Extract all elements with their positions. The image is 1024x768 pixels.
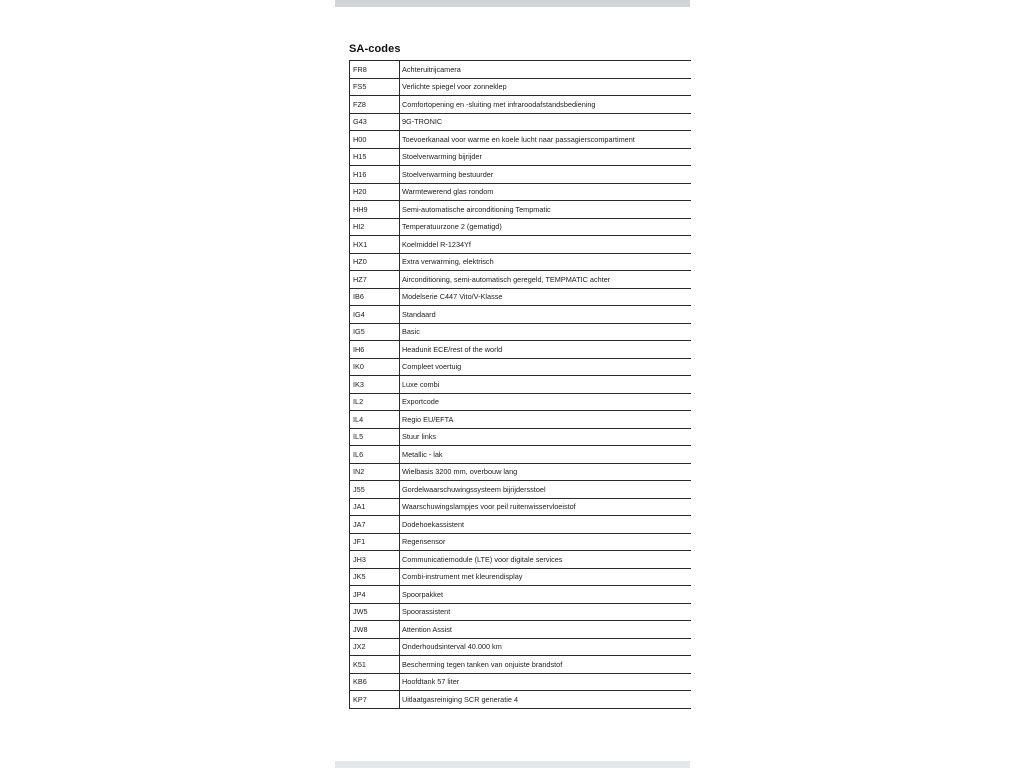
table-row [350, 411, 691, 429]
sa-description-cell: Temperatuurzone 2 (gematigd) [400, 218, 691, 236]
sa-code-cell: IH6 [350, 341, 400, 359]
table-row [350, 113, 691, 131]
sa-code-cell: IK0 [350, 358, 400, 376]
sa-code-cell: HI2 [350, 218, 400, 236]
table-row [350, 691, 691, 709]
sa-description-cell: Spoorassistent [400, 603, 691, 621]
sa-code-cell: IL4 [350, 411, 400, 429]
sa-code-cell: KP7 [350, 691, 400, 709]
page-title: SA-codes [349, 43, 401, 55]
table-row [350, 253, 691, 271]
table-row [350, 271, 691, 289]
table-row [350, 61, 691, 79]
table-row [350, 148, 691, 166]
table-row [350, 586, 691, 604]
sa-codes-table [349, 60, 691, 709]
sa-description-cell: Regio EU/EFTA [400, 411, 691, 429]
sa-code-cell: H16 [350, 166, 400, 184]
table-row [350, 533, 691, 551]
table-row [350, 446, 691, 464]
sa-code-cell: IG5 [350, 323, 400, 341]
table-row [350, 358, 691, 376]
sa-description-cell: 9G-TRONIC [400, 113, 691, 131]
sa-code-cell: FR8 [350, 61, 400, 79]
table-row [350, 218, 691, 236]
table-row [350, 603, 691, 621]
document-page [335, 0, 690, 768]
sa-code-cell: HX1 [350, 236, 400, 254]
table-row [350, 201, 691, 219]
table-row [350, 376, 691, 394]
table-row [350, 306, 691, 324]
sa-code-cell: IL2 [350, 393, 400, 411]
sa-description-cell: Spoorpakket [400, 586, 691, 604]
sa-code-cell: H20 [350, 183, 400, 201]
sa-code-cell: JW8 [350, 621, 400, 639]
sa-code-cell: FZ8 [350, 96, 400, 114]
table-row [350, 638, 691, 656]
sa-code-cell: K51 [350, 656, 400, 674]
sa-description-cell: Warmtewerend glas rondom [400, 183, 691, 201]
sa-description-cell: Airconditioning, semi-automatisch geregeld, TEMPMATIC achter [400, 271, 691, 289]
sa-code-cell: H15 [350, 148, 400, 166]
sa-description-cell: Attention Assist [400, 621, 691, 639]
sa-description-cell: Regensensor [400, 533, 691, 551]
table-row [350, 288, 691, 306]
sa-code-cell: H00 [350, 131, 400, 149]
sa-description-cell: Uitlaatgasreiniging SCR generatie 4 [400, 691, 691, 709]
table-row [350, 498, 691, 516]
sa-description-cell: Extra verwarming, elektrisch [400, 253, 691, 271]
sa-code-cell: IL5 [350, 428, 400, 446]
sa-code-cell: IK3 [350, 376, 400, 394]
sa-description-cell: Stuur links [400, 428, 691, 446]
table-row [350, 568, 691, 586]
sa-code-cell: J55 [350, 481, 400, 499]
table-row [350, 236, 691, 254]
sa-description-cell: Verlichte spiegel voor zonneklep [400, 78, 691, 96]
sa-description-cell: Gordelwaarschuwingssysteem bijrijdersstoel [400, 481, 691, 499]
sa-description-cell: Comfortopening en -sluiting met infraroodafstandsbediening [400, 96, 691, 114]
sa-code-cell: G43 [350, 113, 400, 131]
sa-description-cell: Stoelverwarming bijrijder [400, 148, 691, 166]
sa-code-cell: HH9 [350, 201, 400, 219]
sa-description-cell: Metallic - lak [400, 446, 691, 464]
sa-description-cell: Basic [400, 323, 691, 341]
sa-description-cell: Koelmiddel R-1234Yf [400, 236, 691, 254]
table-row [350, 183, 691, 201]
sa-description-cell: Dodehoekassistent [400, 516, 691, 534]
table-row [350, 428, 691, 446]
table-row [350, 463, 691, 481]
sa-code-cell: JP4 [350, 586, 400, 604]
table-row [350, 96, 691, 114]
sa-code-cell: JW5 [350, 603, 400, 621]
sa-code-cell: JX2 [350, 638, 400, 656]
table-row [350, 516, 691, 534]
sa-code-cell: HZ0 [350, 253, 400, 271]
sa-code-cell: FS5 [350, 78, 400, 96]
table-row [350, 673, 691, 691]
sa-code-cell: HZ7 [350, 271, 400, 289]
table-row [350, 131, 691, 149]
sa-description-cell: Waarschuwingslampjes voor peil ruitenwisservloeistof [400, 498, 691, 516]
bottom-page-edge [335, 761, 690, 768]
sa-code-cell: JH3 [350, 551, 400, 569]
sa-code-cell: JA1 [350, 498, 400, 516]
table-row [350, 393, 691, 411]
sa-description-cell: Wielbasis 3200 mm, overbouw lang [400, 463, 691, 481]
sa-description-cell: Stoelverwarming bestuurder [400, 166, 691, 184]
sa-description-cell: Achteruitrijcamera [400, 61, 691, 79]
table-row [350, 481, 691, 499]
sa-code-cell: JA7 [350, 516, 400, 534]
sa-description-cell: Modelserie C447 Vito/V-Klasse [400, 288, 691, 306]
sa-description-cell: Standaard [400, 306, 691, 324]
table-row [350, 78, 691, 96]
sa-description-cell: Communicatiemodule (LTE) voor digitale services [400, 551, 691, 569]
table-row [350, 656, 691, 674]
sa-code-cell: IB6 [350, 288, 400, 306]
sa-code-cell: JF1 [350, 533, 400, 551]
sa-description-cell: Compleet voertuig [400, 358, 691, 376]
sa-code-cell: IG4 [350, 306, 400, 324]
sa-description-cell: Hoofdtank 57 liter [400, 673, 691, 691]
sa-code-cell: KB6 [350, 673, 400, 691]
sa-description-cell: Headunit ECE/rest of the world [400, 341, 691, 359]
sa-description-cell: Semi-automatische airconditioning Tempmatic [400, 201, 691, 219]
table-row [350, 323, 691, 341]
table-row [350, 551, 691, 569]
sa-description-cell: Bescherming tegen tanken van onjuiste brandstof [400, 656, 691, 674]
table-row [350, 341, 691, 359]
sa-description-cell: Toevoerkanaal voor warme en koele lucht naar passagierscompartiment [400, 131, 691, 149]
sa-code-cell: IN2 [350, 463, 400, 481]
sa-description-cell: Onderhoudsinterval 40.000 km [400, 638, 691, 656]
sa-description-cell: Combi-instrument met kleurendisplay [400, 568, 691, 586]
sa-description-cell: Luxe combi [400, 376, 691, 394]
sa-code-cell: JK5 [350, 568, 400, 586]
sa-description-cell: Exportcode [400, 393, 691, 411]
sa-code-cell: IL6 [350, 446, 400, 464]
sa-codes-table-body [350, 61, 691, 709]
top-page-edge [335, 0, 690, 7]
table-row [350, 166, 691, 184]
table-row [350, 621, 691, 639]
